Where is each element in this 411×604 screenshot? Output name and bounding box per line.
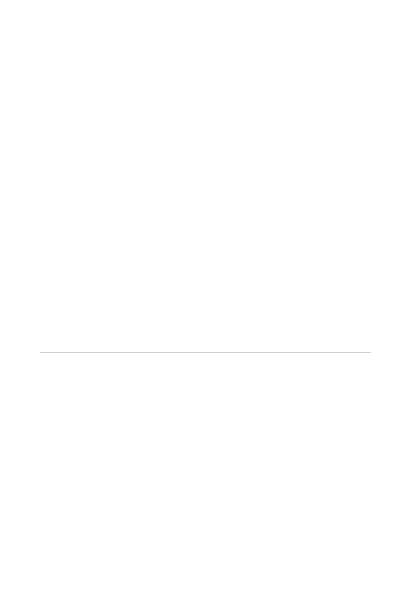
section-divider <box>40 352 371 353</box>
essay-body <box>31 366 321 586</box>
manyoshu-poem <box>358 58 369 348</box>
previous-essay-ending <box>31 58 371 348</box>
